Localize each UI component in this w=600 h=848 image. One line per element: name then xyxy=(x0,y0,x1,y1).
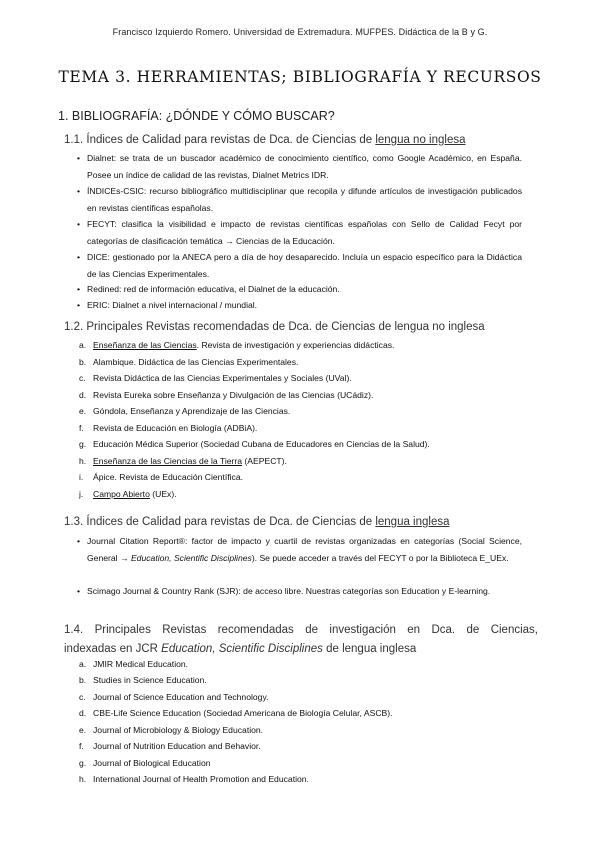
subsection-heading-1-3 xyxy=(64,516,450,528)
list-text: JMIR Medical Education. xyxy=(93,659,189,669)
list-item xyxy=(79,722,263,739)
list-item xyxy=(79,672,207,689)
list-marker: a. xyxy=(79,659,87,669)
heading-underlined-text: lengua inglesa xyxy=(375,516,450,528)
subsection-heading-1-1 xyxy=(64,134,466,146)
list-item xyxy=(79,354,298,371)
list-text: Journal of Microbiology & Biology Education. xyxy=(93,725,264,735)
list-marker: f. xyxy=(79,741,84,751)
bullet-text: DICE: gestionado por la ANECA pero a día de hoy desaparecido. Incluía un espacio específico para la Didáctica de las Ciencias Experimentales. xyxy=(87,252,522,279)
list-marker: a. xyxy=(79,340,87,350)
list-item xyxy=(79,337,394,354)
list-text: (AEPECT). xyxy=(242,456,287,466)
bullet-item xyxy=(77,281,522,298)
list-item xyxy=(79,420,257,437)
list-marker: c. xyxy=(79,373,86,383)
list-item xyxy=(79,656,188,673)
list-marker: e. xyxy=(79,406,87,416)
bullet-dot-icon: • xyxy=(77,536,81,546)
bullet-text: ÍNDICEs-CSIC: recurso bibliográfico multidisciplinar que recopila y difunde artículos de investigación publicados en revistas científicas españolas. xyxy=(87,186,522,213)
list-text: Studies in Science Education. xyxy=(93,675,207,685)
list-item xyxy=(79,453,287,470)
list-item xyxy=(79,755,211,772)
list-marker: d. xyxy=(79,708,87,718)
heading-text: indexadas en JCR xyxy=(64,643,162,655)
bullet-dot-icon: • xyxy=(77,300,81,310)
bullet-dot-icon: • xyxy=(77,586,81,596)
subsection-heading-1-2: 1.2. Principales Revistas recomendadas de Dca. de Ciencias de lengua no inglesa xyxy=(64,321,485,333)
list-text: . Revista de investigación y experiencias didácticas. xyxy=(196,340,395,350)
bullet-dot-icon: • xyxy=(77,153,81,163)
list-marker: f. xyxy=(79,423,84,433)
list-marker: h. xyxy=(79,774,87,784)
bullet-item xyxy=(77,183,522,216)
list-text: Revista Eureka sobre Enseñanza y Divulgación de las Ciencias (UCádiz). xyxy=(93,390,374,400)
journal-link[interactable]: Enseñanza de las Ciencias xyxy=(93,340,197,350)
bullet-text-part: Journal Citation Report®: factor de impacto y cuartil de revistas organizadas en categorías (Social Science, General → xyxy=(87,536,522,563)
list-text: (UEx). xyxy=(149,489,177,499)
bullet-text: Redined: red de información educativa, el Dialnet de la educación. xyxy=(87,284,340,294)
bullet-item xyxy=(77,583,522,600)
bullet-dot-icon: • xyxy=(77,284,81,294)
list-marker: g. xyxy=(79,439,87,449)
bullet-item xyxy=(77,216,522,249)
list-marker: h. xyxy=(79,456,87,466)
list-item xyxy=(79,370,352,387)
list-text: Journal of Biological Education xyxy=(93,758,211,768)
list-marker: b. xyxy=(79,675,87,685)
bullet-dot-icon: • xyxy=(77,219,81,229)
heading-text: 1.1. Índices de Calidad para revistas de Dca. de Ciencias de xyxy=(64,134,376,146)
section-heading-bibliografia: 1. BIBLIOGRAFÍA: ¿DÓNDE Y CÓMO BUSCAR? xyxy=(58,109,335,123)
list-marker: i. xyxy=(79,472,84,482)
journal-link[interactable]: Enseñanza de las Ciencias de la Tierra xyxy=(93,456,243,466)
bullet-text: Scimago Journal & Country Rank (SJR): de acceso libre. Nuestras categorías son Education y E-learning. xyxy=(87,586,491,596)
list-marker: d. xyxy=(79,390,87,400)
bullet-text: Dialnet: se trata de un buscador académico de conocimiento científico, como Google Académico, en España. Posee un índice de calidad de las revistas, Dialnet Metrics IDR. xyxy=(87,153,522,180)
bullet-text: ERIC: Dialnet a nivel internacional / mundial. xyxy=(87,300,258,310)
heading-text-italic: Education, Scientific Disciplines xyxy=(161,643,323,655)
list-item xyxy=(79,689,269,706)
heading-line: 1.4. Principales Revistas recomendadas de investigación en Dca. de Ciencias, xyxy=(64,624,538,636)
bullet-dot-icon: • xyxy=(77,252,81,262)
list-text: International Journal of Health Promotion and Education. xyxy=(93,774,309,784)
list-marker: e. xyxy=(79,725,87,735)
list-text: Góndola, Enseñanza y Aprendizaje de las Ciencias. xyxy=(93,406,291,416)
list-item xyxy=(79,486,177,503)
list-marker: j. xyxy=(79,489,84,499)
bullet-item xyxy=(77,249,522,282)
page-header: Francisco Izquierdo Romero. Universidad de Extremadura. MUFPES. Didáctica de la B y G. xyxy=(112,27,488,37)
list-item xyxy=(79,436,430,453)
list-marker: c. xyxy=(79,692,86,702)
list-marker: b. xyxy=(79,357,87,367)
list-item xyxy=(79,403,290,420)
journal-link[interactable]: Campo Abierto xyxy=(93,489,150,499)
list-item xyxy=(79,705,393,722)
bullet-item xyxy=(77,297,522,314)
list-text: Journal of Science Education and Technology. xyxy=(93,692,269,702)
list-text: Revista Didáctica de las Ciencias Experimentales y Sociales (UVal). xyxy=(93,373,352,383)
list-text: Revista de Educación en Biología (ADBiA). xyxy=(93,423,258,433)
bullet-text-italic: Education, Scientific Disciplines xyxy=(130,552,252,563)
heading-underlined-text: lengua no inglesa xyxy=(375,134,466,146)
list-text: Journal of Nutrition Education and Behavior. xyxy=(93,741,261,751)
heading-text: 1.3. Índices de Calidad para revistas de Dca. de Ciencias de xyxy=(64,516,376,528)
subsection-heading-1-4 xyxy=(64,621,538,659)
list-item xyxy=(79,738,261,755)
bullet-text: FECYT: clasifica la visibilidad e impacto de revistas científicas españolas con Sello de Calidad Fecyt por categorías de clasificación temática → Ciencias de la Educación. xyxy=(87,219,522,246)
list-item xyxy=(79,387,373,404)
list-item xyxy=(79,771,309,788)
bullet-item xyxy=(77,150,522,183)
list-marker: g. xyxy=(79,758,87,768)
bullet-item xyxy=(77,533,522,566)
bullet-text xyxy=(77,533,522,566)
list-text: Ápice. Revista de Educación Científica. xyxy=(93,472,243,482)
heading-text: de lengua inglesa xyxy=(322,643,417,655)
page-title: TEMA 3. HERRAMIENTAS; BIBLIOGRAFÍA Y RECURSOS xyxy=(58,68,542,86)
bullet-dot-icon: • xyxy=(77,186,81,196)
bullet-text-part: ). Se puede acceder a través del FECYT o por la Biblioteca E_UEx. xyxy=(251,552,509,563)
list-item xyxy=(79,469,243,486)
list-text: Educación Médica Superior (Sociedad Cubana de Educadores en Ciencias de la Salud). xyxy=(93,439,430,449)
list-text: Alambique. Didáctica de las Ciencias Experimentales. xyxy=(93,357,299,367)
list-text: CBE-Life Science Education (Sociedad Americana de Biología Celular, ASCB). xyxy=(93,708,393,718)
